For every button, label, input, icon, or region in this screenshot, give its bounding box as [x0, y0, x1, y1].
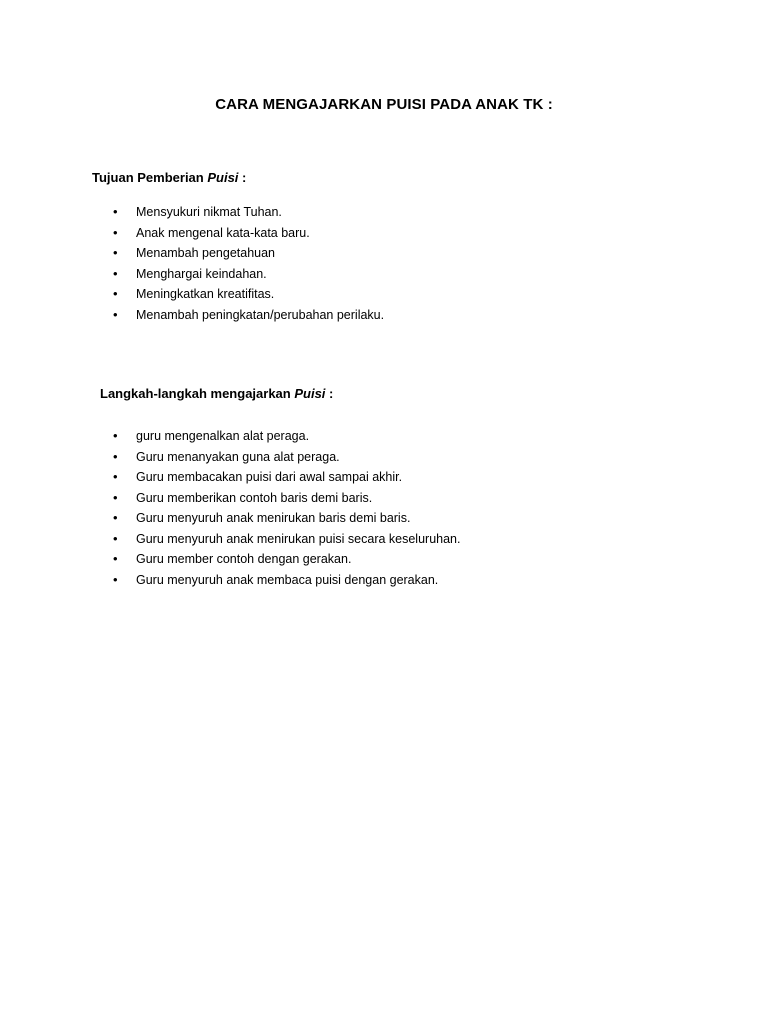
bullet-icon: •: [113, 469, 118, 484]
list-item-text: Guru menyuruh anak membaca puisi dengan gerakan.: [136, 572, 439, 587]
bullet-icon: •: [113, 530, 118, 546]
list-item: [113, 571, 460, 592]
list-item-text: Guru menyuruh anak menirukan baris demi baris.: [136, 511, 411, 525]
bullet-icon: •: [113, 510, 118, 525]
bullet-icon: •: [113, 448, 118, 464]
list-item: [113, 530, 460, 551]
heading-italic-text: Puisi: [294, 386, 326, 401]
bullet-icon: •: [113, 571, 118, 587]
bullet-icon: •: [113, 489, 118, 505]
heading-text: Langkah-langkah mengajarkan: [100, 386, 295, 401]
tujuan-list: [113, 203, 384, 326]
list-item: [113, 306, 384, 327]
list-item: [113, 285, 384, 306]
list-item: [113, 550, 460, 571]
bullet-icon: •: [113, 286, 118, 301]
list-item: [113, 509, 460, 530]
list-item-text: Menambah pengetahuan: [136, 246, 276, 260]
section-heading-tujuan: [92, 170, 246, 185]
bullet-icon: •: [113, 428, 118, 443]
list-item-text: Mensyukuri nikmat Tuhan.: [136, 205, 282, 219]
section-heading-langkah: [100, 386, 333, 401]
bullet-icon: •: [113, 224, 118, 240]
list-item-text: Guru menanyakan guna alat peraga.: [136, 449, 340, 464]
heading-suffix: :: [238, 170, 247, 185]
bullet-icon: •: [113, 551, 118, 566]
list-item: [113, 468, 460, 489]
bullet-icon: •: [113, 306, 118, 322]
heading-italic-text: Puisi: [207, 170, 239, 185]
list-item-text: Guru membacakan puisi dari awal sampai akhir.: [136, 470, 403, 484]
list-item-text: Menghargai keindahan.: [136, 266, 267, 281]
list-item: [113, 265, 384, 286]
list-item-text: Meningkatkan kreatifitas.: [136, 287, 275, 301]
list-item-text: Anak mengenal kata-kata baru.: [136, 225, 310, 240]
list-item: [113, 224, 384, 245]
bullet-icon: •: [113, 245, 118, 260]
list-item: [113, 489, 460, 510]
list-item: [113, 203, 384, 224]
list-item-text: Guru memberikan contoh baris demi baris.: [136, 490, 373, 505]
list-item: [113, 448, 460, 469]
document-title: CARA MENGAJARKAN PUISI PADA ANAK TK :: [215, 96, 553, 113]
heading-text: Tujuan Pemberian: [92, 170, 208, 185]
list-item-text: Guru member contoh dengan gerakan.: [136, 552, 352, 566]
list-item: [113, 244, 384, 265]
list-item-text: guru mengenalkan alat peraga.: [136, 429, 310, 443]
heading-suffix: :: [325, 386, 334, 401]
list-item-text: Guru menyuruh anak menirukan puisi secara keseluruhan.: [136, 531, 461, 546]
bullet-icon: •: [113, 204, 118, 219]
langkah-list: [113, 427, 460, 591]
list-item: [113, 427, 460, 448]
list-item-text: Menambah peningkatan/perubahan perilaku.: [136, 307, 385, 322]
bullet-icon: •: [113, 265, 118, 281]
